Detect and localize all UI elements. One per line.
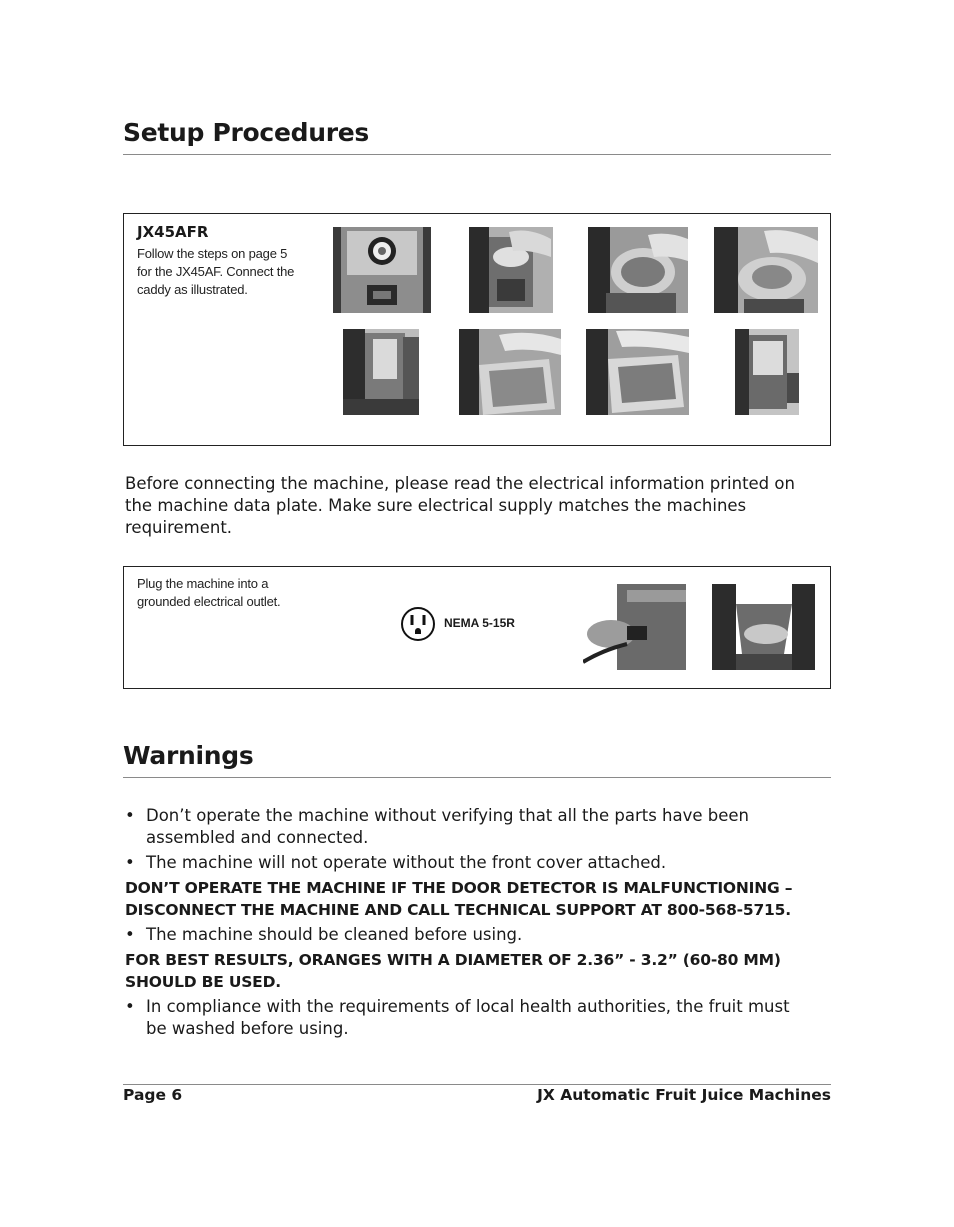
- document-title: JX Automatic Fruit Juice Machines: [537, 1086, 831, 1104]
- bullet-marker: •: [125, 806, 135, 825]
- bullet-marker: •: [125, 997, 135, 1016]
- setup-box: [123, 213, 831, 446]
- setup-step-photo-7: [586, 329, 689, 415]
- heading-rule: [123, 154, 831, 155]
- section-heading-warnings: Warnings: [123, 741, 254, 770]
- setup-instructions: Follow the steps on page 5 for the JX45AF. Connect the caddy as illustrated.: [137, 246, 295, 297]
- bullet-marker: •: [125, 853, 135, 872]
- model-label: JX45AFR: [137, 223, 209, 241]
- setup-step-photo-4: [714, 227, 818, 313]
- setup-step-photo-5: [343, 329, 419, 415]
- bullet-marker: •: [125, 925, 135, 944]
- orange-size-note: FOR BEST RESULTS, ORANGES WITH A DIAMETER OF 2.36” - 3.2” (60-80 MM) SHOULD BE USED.: [125, 951, 781, 991]
- outlet-type-label: NEMA 5-15R: [444, 616, 515, 630]
- plug-instructions: Plug the machine into a grounded electrical outlet.: [137, 576, 281, 609]
- setup-step-photo-8: [735, 329, 799, 415]
- heading-rule: [123, 777, 831, 778]
- setup-step-photo-1: [333, 227, 431, 313]
- manual-page: Setup Procedures JX45AFR Follow the steps on page 5 for the JX45AF. Connect the caddy as illustrated. Before connecting the machine, please read the electrical information printed on the machine data plate. Make sure electrical supply matches the machines requirement. Plug the machine into a grounded electrical outlet. NEMA 5-15R Warnings • Don’t operate the machine without verifying that all the parts have been assembled and connected. • The machine will not operate without the front cover attached. DON’T OPERATE THE MACHINE IF THE DOOR DETECTOR IS MALFUNCTIONING – DISCONNECT THE MACHINE AND CALL TECHNICAL SUPPORT AT 800-568-5715. • The machine should be cleaned before using. FOR BEST RESULTS, ORANGES WITH A DIAMETER OF 2.36” - 3.2” (60-80 MM) SHOULD BE USED. • In compliance with the requirements of local health authorities, the fruit must be washed before using. Page 6 JX Automatic Fruit Juice Machines: [123, 118, 831, 1104]
- page-number: Page 6: [123, 1086, 183, 1104]
- setup-step-photo-3: [588, 227, 688, 313]
- nema-outlet-icon: [400, 606, 436, 642]
- door-detector-warning: DON’T OPERATE THE MACHINE IF THE DOOR DETECTOR IS MALFUNCTIONING – DISCONNECT THE MACHINE AND CALL TECHNICAL SUPPORT AT 800-568-5715.: [125, 879, 793, 919]
- setup-step-photo-2: [469, 227, 553, 313]
- electrical-info-paragraph: Before connecting the machine, please read the electrical information printed on the machine data plate. Make sure electrical supply matches the machines requirement.: [125, 474, 795, 537]
- plug-photo-1: [583, 584, 686, 670]
- footer-rule: [123, 1084, 831, 1085]
- section-heading-setup: Setup Procedures: [123, 118, 369, 147]
- setup-step-photo-6: [459, 329, 561, 415]
- plug-photo-2: [712, 584, 815, 670]
